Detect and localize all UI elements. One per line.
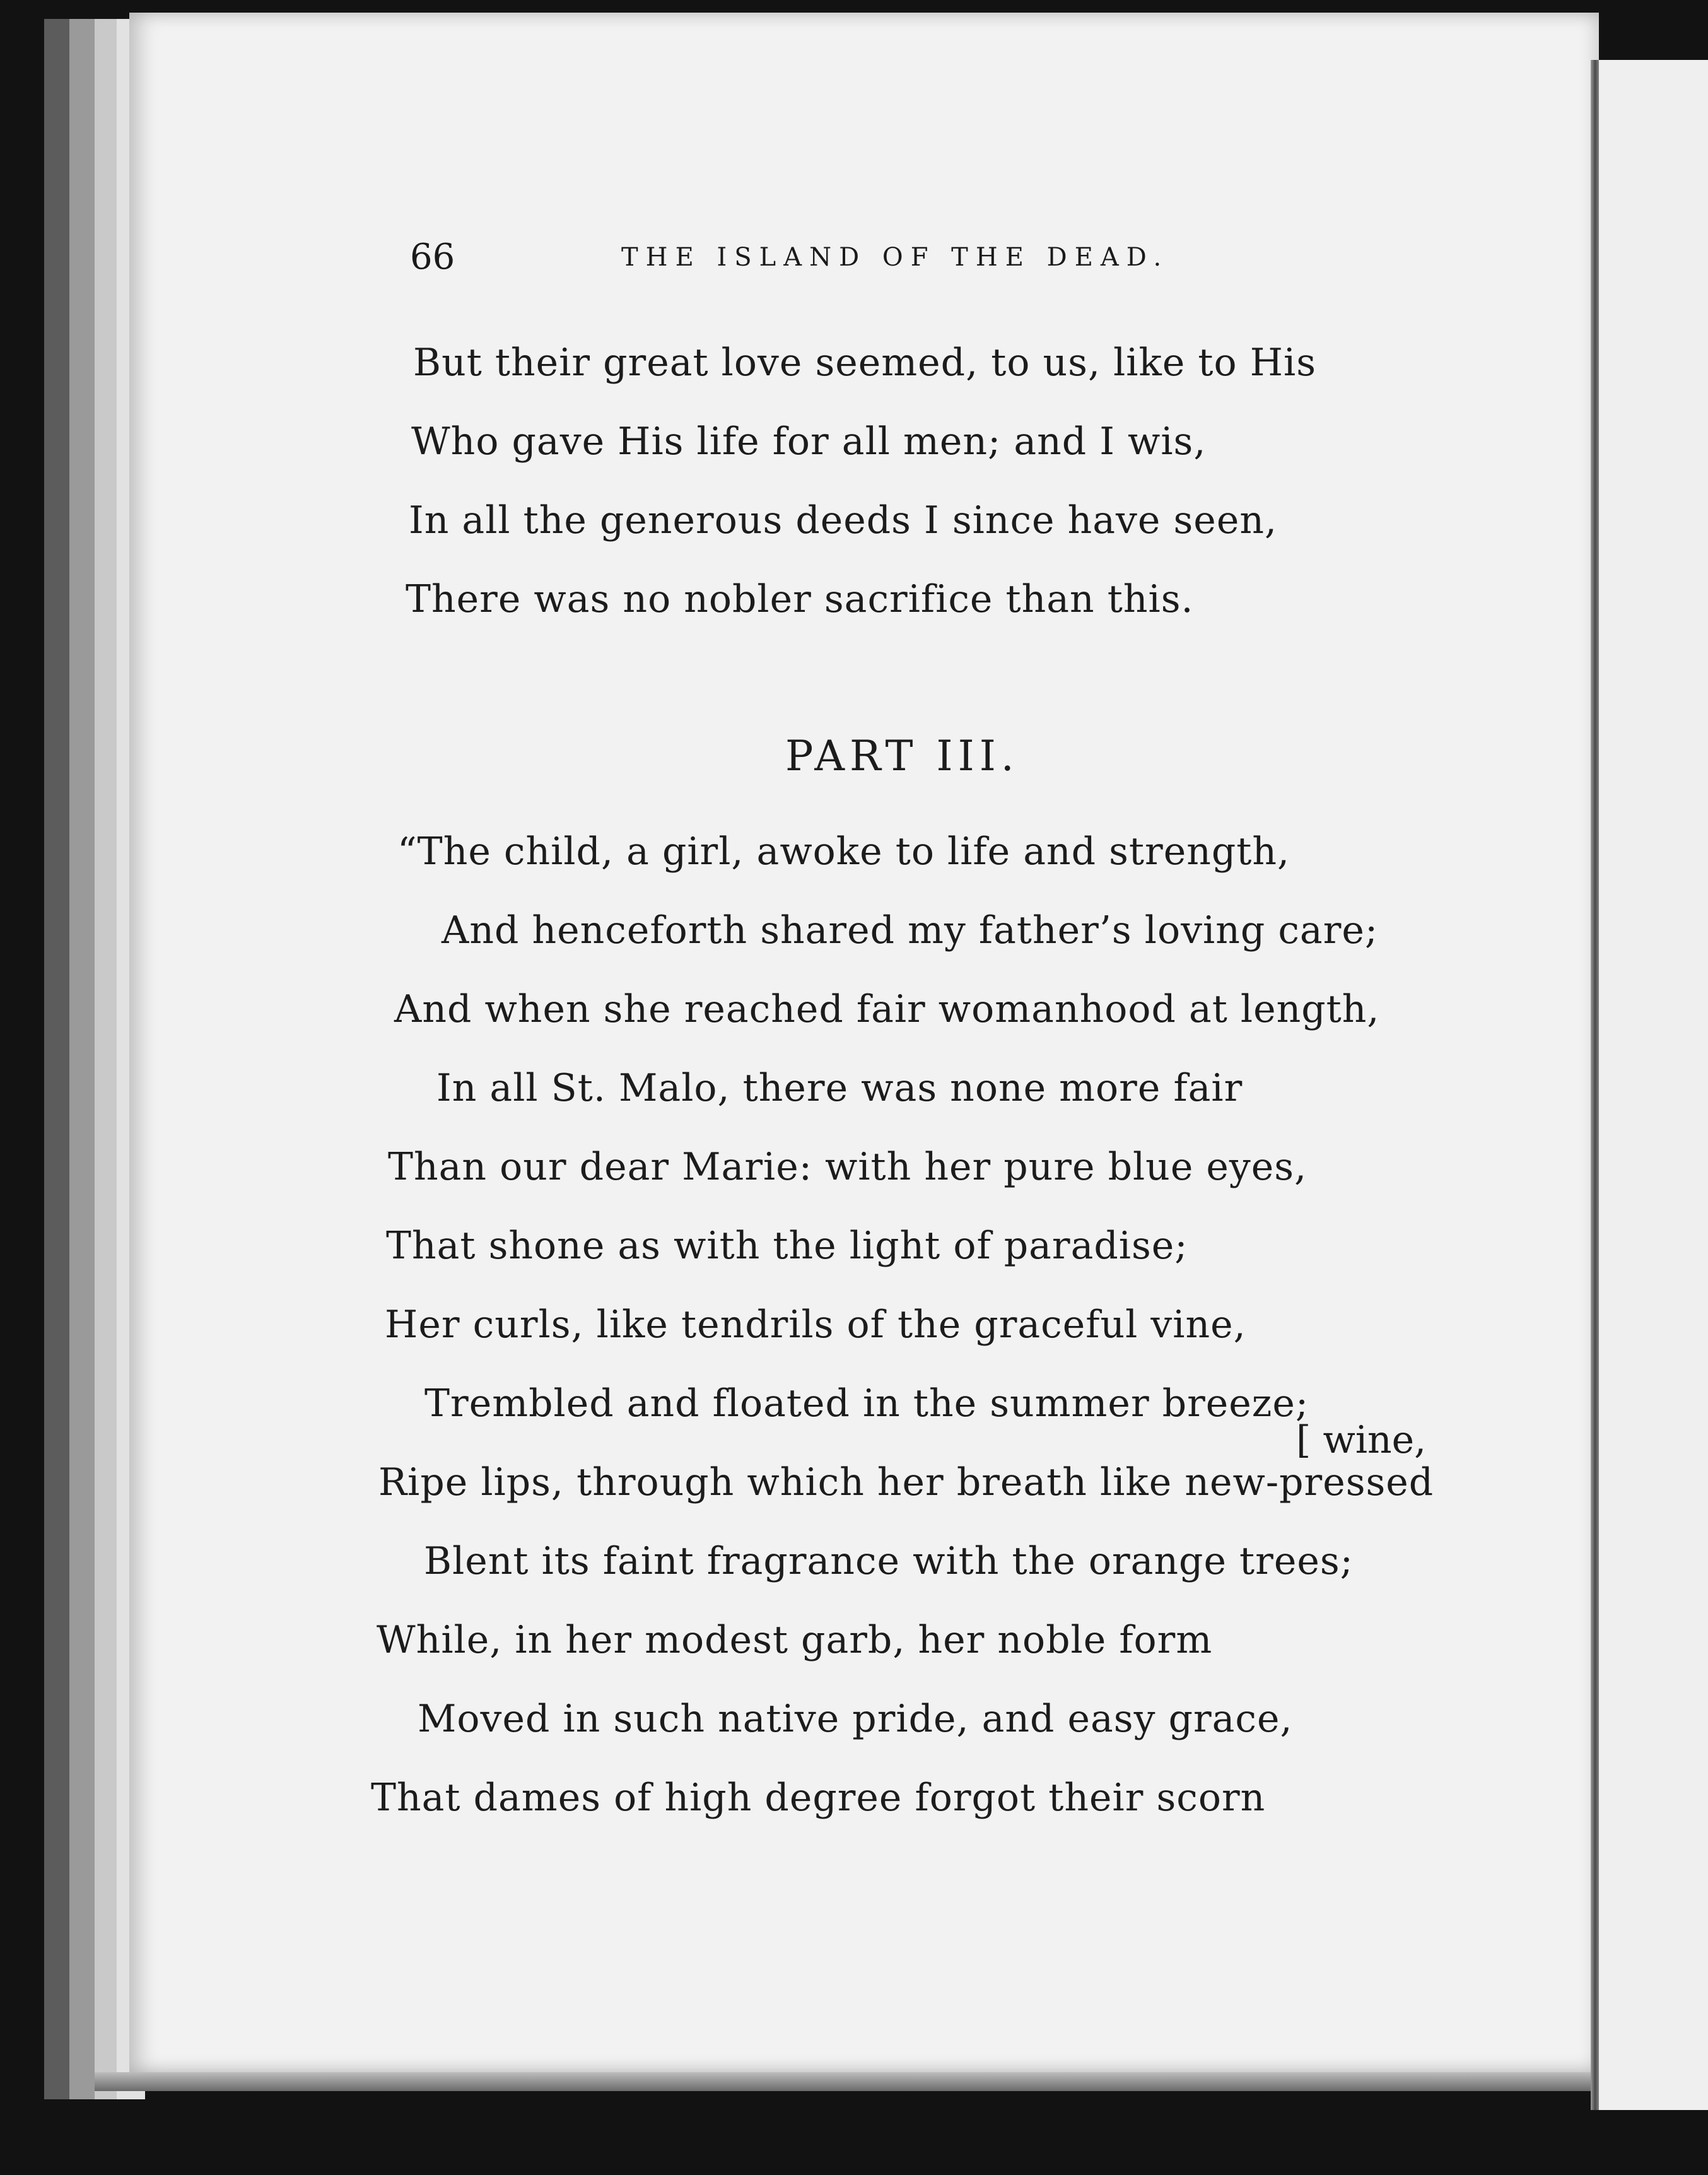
running-title: THE ISLAND OF THE DEAD. bbox=[621, 243, 1169, 272]
verse-line: And when she reached fair womanhood at length, bbox=[394, 987, 1380, 1031]
verse-line: There was no nobler sacrifice than this. bbox=[406, 577, 1194, 621]
verse-line: “The child, a girl, awoke to life and strength, bbox=[397, 830, 1290, 874]
verse-line: Trembled and floated in the summer breeze; bbox=[424, 1381, 1309, 1426]
book-bottom-edge bbox=[95, 2072, 1608, 2091]
verse-line: In all the generous deeds I since have seen, bbox=[409, 498, 1278, 542]
book-gutter bbox=[1591, 60, 1600, 2110]
verse-line: And henceforth shared my father’s loving care; bbox=[442, 908, 1379, 953]
page-number: 66 bbox=[410, 237, 455, 278]
verse-line: Blent its faint fragrance with the orange trees; bbox=[424, 1539, 1354, 1583]
facing-page bbox=[1599, 60, 1708, 2110]
page-header bbox=[410, 237, 1293, 281]
verse-line: While, in her modest garb, her noble form bbox=[377, 1618, 1213, 1662]
part-heading: PART III. bbox=[785, 732, 1019, 780]
verse-line: Ripe lips, through which her breath like new-pressed bbox=[378, 1460, 1434, 1504]
verse-line: Than our dear Marie: with her pure blue eyes, bbox=[388, 1145, 1307, 1189]
verse-line: Moved in such native pride, and easy grace, bbox=[418, 1697, 1293, 1741]
verse-line: Her curls, like tendrils of the graceful vine, bbox=[385, 1303, 1246, 1347]
book-page bbox=[129, 13, 1599, 2072]
verse-line: That dames of high degree forgot their scorn bbox=[371, 1776, 1266, 1820]
verse-line: But their great love seemed, to us, like to His bbox=[413, 341, 1317, 385]
verse-line: In all St. Malo, there was none more fair bbox=[436, 1066, 1243, 1110]
verse-line: Who gave His life for all men; and I wis, bbox=[411, 419, 1207, 464]
carried-over-word: [ wine, bbox=[1296, 1418, 1427, 1462]
verse-line: That shone as with the light of paradise; bbox=[386, 1224, 1188, 1268]
